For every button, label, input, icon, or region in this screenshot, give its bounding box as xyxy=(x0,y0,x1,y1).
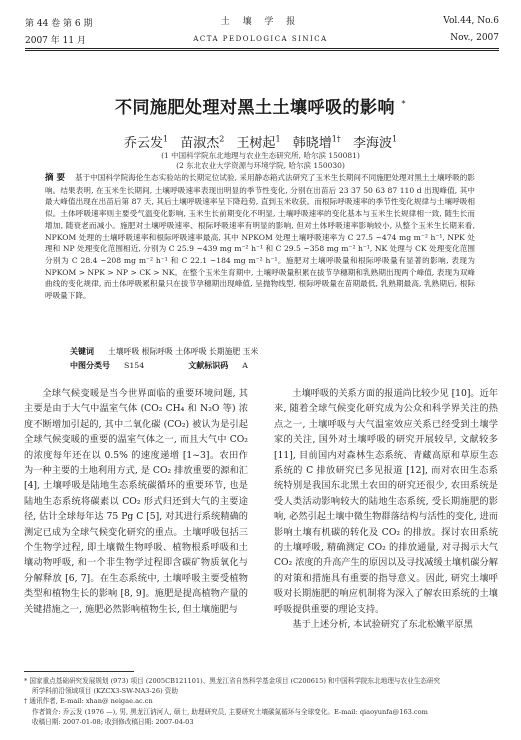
doc-code-label: 文献标识码 xyxy=(188,360,229,370)
abstract xyxy=(45,172,475,302)
header-rule-thin xyxy=(25,50,499,51)
footnote-dates: 收稿日期: 2007-01-08; 收到修改稿日期: 2007-04-03 xyxy=(32,717,194,726)
body-column-left xyxy=(24,386,248,617)
header-volume-issue: 第 44 卷 第 6 期 xyxy=(25,19,93,29)
keywords xyxy=(70,346,258,357)
header-journal-cn: 土 壤 学 报 xyxy=(220,17,301,27)
header-rule xyxy=(25,48,499,49)
affiliation-1: (1 中国科学院东北地理与农业生态研究所, 哈尔滨 150081) xyxy=(161,151,360,160)
abstract-text: 基于中国科学院海伦生态实验站的长期定位试验, 采用静态箱式法研究了玉米生长期间不同施肥处理对黑土土壤呼吸的影响。结果表明, 在玉米生长期间, 土壤呼吸速率表现出明显的季节性变化, 分别在出苗后 23 37 50 63 87 110 d 出现峰值, 其中最大峰值出现在出苗后第 87 天, 其后土壤呼吸速率呈下降趋势, 直到玉米收获。而根际呼吸速率的季节性变化规律与土壤呼吸相似。土体呼吸速率则主要受气温变化影响, 玉米生长前期变化不明显, 土壤呼吸速率的变化基本与玉米生长规律相一致, 随生长而增加, 随衰老而减小。施肥对土壤呼吸速率、根际呼吸速率有明显的影响, 但对土体呼吸速率影响较小, 从整个玉米生长期来看, NPKOM 处理的土壤呼吸速率和根际呼吸速率最高, 其中 NPKOM 处理土壤呼吸速率为 C 27.5 ~474 mg m⁻² h⁻¹, NPK 处理和 NP 处理变化范围相近, 分别为 C 25.9 ~439 mg m⁻² h⁻¹ 和 C 29.5 ~358 mg m⁻² h⁻¹, NK 处理与 CK 处理变化范围分别为 C 28.4 ~208 mg m⁻² h⁻¹ 和 C 22.1 ~184 mg m⁻² h⁻¹。施肥对土壤呼吸量和根际呼吸量有显著的影响, 表现为 NPKOM > NPK > NP > CK > NK。在整个玉米生育期中, 土壤呼吸量积累在拔节孕穗期和乳熟期出现两个峰值, 表现为双峰曲线的变化规律, 而土体呼吸累积量只在拔节孕穗期出现峰值, 呈抛物线型, 根际呼吸量在苗期最低, 乳熟期最高, 乳熟期后, 根际呼吸量下降。 xyxy=(45,173,475,301)
classification-code: S154 xyxy=(124,361,145,370)
footnotes xyxy=(24,676,502,727)
body-paragraph: 全球气候变暖是当今世界面临的重要环境问题, 其主要是由于大气中温室气体 (CO₂ CH₄ 和 N₂O 等) 浓度不断增加引起的, 其中二氧化碳 (CO₂) 被认为是引起全球气候变暖的重要的温室气体之一, 而且大气中 CO₂ 的浓度每年还在以 0.5% 的速度递增 [1~3]。农田作为一种主要的土地利用方式, 是 CO₂ 排放重要的源和汇 [4], 土壤呼吸是陆地生态系统碳循环的重要环节, 也是陆地生态系统将碳素以 CO₂ 形式归还到大气的主要途径, 估计全球每年达 75 Pg C [5], 对其进行系统精确的测定已成为全球气候变化研究的重点。土壤呼吸包括三个生物学过程, 即土壤微生物呼吸、植物根系呼吸和土壤动物呼吸, 和一个非生物学过程即含碳矿物质氧化与分解释放 [6, 7]。在生态系统中, 土壤呼吸主要受植物类型和植物生长的影响 [8, 9]。施肥是提高植物产量的关键措施之一, 施肥必然影响植物生长, 但土壤施肥与 xyxy=(24,388,248,615)
body-paragraph: 基于上述分析, 本试验研究了东北松嫩平原黑 xyxy=(292,619,473,631)
keywords-text: 土壤呼吸 根际呼吸 土体呼吸 长期施肥 玉米 xyxy=(108,347,259,356)
doc-code: A xyxy=(242,361,248,370)
classification xyxy=(70,360,248,371)
header-date-en: Nov., 2007 xyxy=(450,33,499,43)
affiliation-2: (2 东北农业大学资源与环境学院, 哈尔滨 150030) xyxy=(176,161,345,170)
footnote-author-bio: 作者简介: 乔云发 (1976 —), 男, 黑龙江讷河人, 硕士, 助理研究员, 主要研究土壤碳氮循环与全球变化。E-mail: qiaoyunfa@163.com xyxy=(32,707,428,716)
classification-label: 中图分类号 xyxy=(70,360,110,370)
abstract-label: 摘 要 xyxy=(45,173,65,183)
author: 李海波$^1$ xyxy=(352,134,398,151)
title-footnote-mark: * xyxy=(401,99,406,109)
footnote-rule xyxy=(24,671,134,672)
author: 乔云发$^1$ xyxy=(123,134,169,151)
header-date-cn: 2007 年 11 月 xyxy=(25,36,86,46)
header-journal-en: ACTA PEDOLOGICA SINICA xyxy=(193,35,328,43)
footnote-funding-cont: 所学科前沿领域项目 (KZCX3-SW-NA3-26) 资助 xyxy=(32,687,178,696)
footnote-funding: * 国家重点基础研究发展规划 (973) 项目 (2005CB121101)、黑龙江省自然科学基金项目 (C200615) 和中国科学院东北地理与农业生态研究 xyxy=(24,677,441,685)
author-list xyxy=(0,132,521,151)
article-title xyxy=(0,93,521,118)
author: 韩晓增$^{1\dagger}$ xyxy=(292,134,341,151)
body-column-right xyxy=(274,386,498,633)
body-paragraph: 土壤呼吸的关系方面的报道尚比较少见 [10]。近年来, 随着全球气候变化研究成为公众和科学界关注的热点之一, 土壤呼吸与大气温室效应关系已经受到土壤学家的关注, 国外对土壤呼吸的研究开展较早, 文献较多 [11], 目前国内对森林生态系统、青藏高原和草原生态系统的 C 排放研究已多见报道 [12], 而对农田生态系统特别是我国东北黑土农田的研究还很少, 农田系统是受人类活动影响较大的陆地生态系统, 受长期施肥的影响, 必然引起土壤中微生物群落结构与活性的变化, 进而影响土壤有机碳的转化及 CO₂ 的排放。探讨农田系统的土壤呼吸, 精确测定 CO₂ 的排放通量, 对寻揭示大气 CO₂ 浓度的升高产生的原因以及寻找减缓土壤机碳分解的对策和措施具有重要的指导意义。因此, 研究土壤呼吸对长期施肥的响应机制将为深入了解农田系统的土壤呼吸提供重要的理论支持。 xyxy=(274,388,498,615)
keywords-label: 关键词 xyxy=(70,346,94,356)
author: 王树起$^1$ xyxy=(236,134,281,151)
footnote-corresponding: † 通讯作者, E-mail: xhan@ neigae.ac.cn xyxy=(24,697,153,706)
header-volume-issue-en: Vol.44, No.6 xyxy=(443,16,499,26)
article-title-text: 不同施肥处理对黑土土壤呼吸的影响 xyxy=(115,98,396,118)
author: 苗淑杰$^2$ xyxy=(180,134,225,151)
